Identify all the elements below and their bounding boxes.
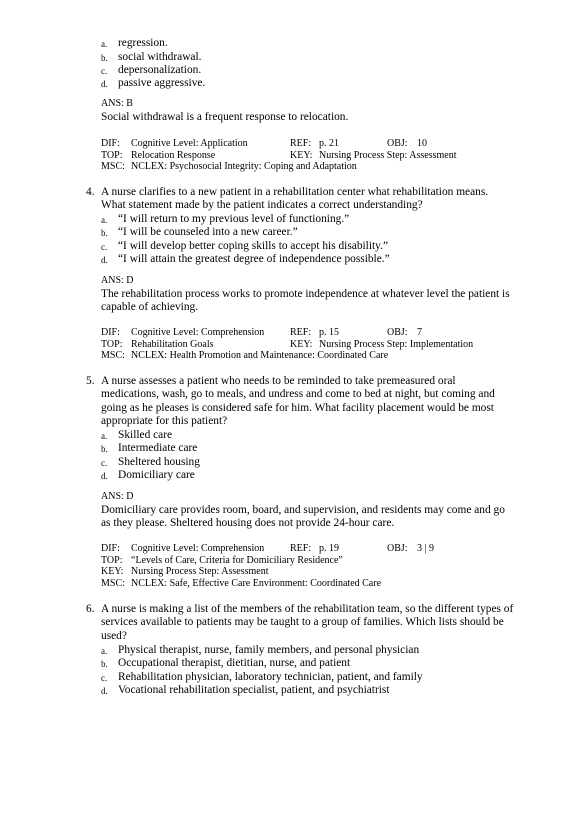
meta-ref-value: p. 15 <box>319 327 339 338</box>
meta-msc-value: NCLEX: Health Promotion and Maintenance: Coordinated Care <box>131 350 389 361</box>
meta-top-label: TOP: <box>101 555 123 566</box>
meta-msc-label: MSC: <box>101 578 125 589</box>
meta-ref-value: p. 19 <box>319 543 339 554</box>
answer-label: ANS: D <box>101 275 134 286</box>
question-number: 4. <box>86 186 95 198</box>
question-stem-line: going as he pleases is considered safe for him. What facility placement would be most <box>101 402 494 414</box>
meta-key-label: KEY: <box>290 150 313 161</box>
rationale-line: as they please. Sheltered housing does not provide 24-hour care. <box>101 517 395 529</box>
meta-top-label: TOP: <box>101 339 123 350</box>
meta-key-value: Nursing Process Step: Assessment <box>319 150 457 161</box>
question-stem-line: A nurse is making a list of the members of the rehabilitation team, so the different types of <box>101 603 514 615</box>
meta-msc-value: NCLEX: Safe, Effective Care Environment: Coordinated Care <box>131 578 382 589</box>
meta-dif-value: Cognitive Level: Comprehension <box>131 327 265 338</box>
question-stem-line: services available to patients may be taught to a group of families. Which lists should be <box>101 616 504 628</box>
meta-dif-label: DIF: <box>101 327 120 338</box>
meta-obj-label: OBJ: <box>387 327 408 338</box>
meta-obj-value: 10 <box>417 138 427 149</box>
meta-msc-label: MSC: <box>101 161 125 172</box>
meta-obj-value: 7 <box>417 327 422 338</box>
meta-obj-label: OBJ: <box>387 138 408 149</box>
meta-top-value: “Levels of Care, Criteria for Domiciliary Residence” <box>131 555 343 566</box>
meta-msc-label: MSC: <box>101 350 125 361</box>
answer-label: ANS: D <box>101 491 134 502</box>
question-stem-line: appropriate for this patient? <box>101 415 228 427</box>
meta-key-label: KEY: <box>290 339 313 350</box>
question-stem-line: What statement made by the patient indicates a correct understanding? <box>101 199 423 211</box>
question-stem-line: A nurse assesses a patient who needs to be reminded to take premeasured oral <box>101 375 456 387</box>
meta-obj-value: 3 | 9 <box>417 543 435 554</box>
question-stem-line: medications, wash, go to meals, and undress and come to bed at night, but coming and <box>101 388 495 400</box>
meta-key-value: Nursing Process Step: Implementation <box>319 339 474 350</box>
rationale-line: Domiciliary care provides room, board, and supervision, and residents may come and go <box>101 504 505 516</box>
meta-dif-value: Cognitive Level: Application <box>131 138 248 149</box>
meta-top-value: Rehabilitation Goals <box>131 339 214 350</box>
question-stem-line: used? <box>101 630 127 642</box>
meta-top-label: TOP: <box>101 150 123 161</box>
meta-msc-value: NCLEX: Psychosocial Integrity: Coping and Adaptation <box>131 161 357 172</box>
meta-top-value: Relocation Response <box>131 150 216 161</box>
rationale-line: Social withdrawal is a frequent response to relocation. <box>101 111 349 123</box>
question-number: 6. <box>86 603 95 615</box>
question-stem-line: A nurse clarifies to a new patient in a rehabilitation center what rehabilitation means. <box>101 186 489 198</box>
meta-dif-value: Cognitive Level: Comprehension <box>131 543 265 554</box>
meta-dif-label: DIF: <box>101 138 120 149</box>
meta-obj-label: OBJ: <box>387 543 408 554</box>
meta-dif-label: DIF: <box>101 543 120 554</box>
meta-key-label: KEY: <box>101 566 124 577</box>
meta-key-value: Nursing Process Step: Assessment <box>131 566 269 577</box>
meta-ref-label: REF: <box>290 327 312 338</box>
meta-ref-value: p. 21 <box>319 138 339 149</box>
rationale-line: The rehabilitation process works to promote independence at whatever level the patient is <box>101 288 510 300</box>
answer-label: ANS: B <box>101 98 133 109</box>
meta-ref-label: REF: <box>290 543 312 554</box>
meta-ref-label: REF: <box>290 138 312 149</box>
document-page: a. regression. b. social withdrawal. c. depersonalization. d. passive aggressive. ANS: B Social withdrawal is a frequent response to relocation. DIF: Cognitive Level: Application REF: p. 21 OBJ: 10 TOP: Relocation Response KEY: Nursing Process Step: Assessment MSC: NCLEX: Psychosocial Integrity: Coping and Adaptation 4. A nurse clarifies to a new patient in a rehabilitation center what rehabilitation means. What statement made by the patient indicates a correct understanding? a. “I will return to my previous level of functioning.” b. “I will be counseled into a new career.” c. “I will develop better coping skills to accept his disability.” d. “I will attain the greatest degree of independence possible.” ANS: D The rehabilitation process works to promote independence at whatever level the patient is capable of achieving. DIF: Cognitive Level: Comprehension REF: p. 15 OBJ: 7 TOP: Rehabilitation Goals KEY: Nursing Process Step: Implementation MSC: NCLEX: Health Promotion and Maintenance: Coordinated Care 5. A nurse assesses a patient who needs to be reminded to take premeasured oral medications, wash, go to meals, and undress and come to bed at night, but coming and going as he pleases is considered safe for him. What facility placement would be most appropriate for this patient? a. Skilled care b. Intermediate care c. Sheltered housing d. Domiciliary care ANS: D Domiciliary care provides room, board, and supervision, and residents may come and go as they please. Sheltered housing does not provide 24-hour care. DIF: Cognitive Level: Comprehension REF: p. 19 OBJ: 3 | 9 TOP: “Levels of Care, Criteria for Domiciliary Residence” KEY: Nursing Process Step: Assessment MSC: NCLEX: Safe, Effective Care Environment: Coordinated Care 6. A nurse is making a list of the members of the rehabilitation team, so the different types of services available to patients may be taught to a group of families. Which lists should be used? a. Physical therapist, nurse, family members, and personal physician b. Occupational therapist, dietitian, nurse, and patient c. Rehabilitation physician, laboratory technician, patient, and family d. Vocational rehabilitation specialist, patient, and psychiatrist <box>86 37 514 696</box>
rationale-line: capable of achieving. <box>101 301 199 313</box>
question-number: 5. <box>86 375 95 387</box>
